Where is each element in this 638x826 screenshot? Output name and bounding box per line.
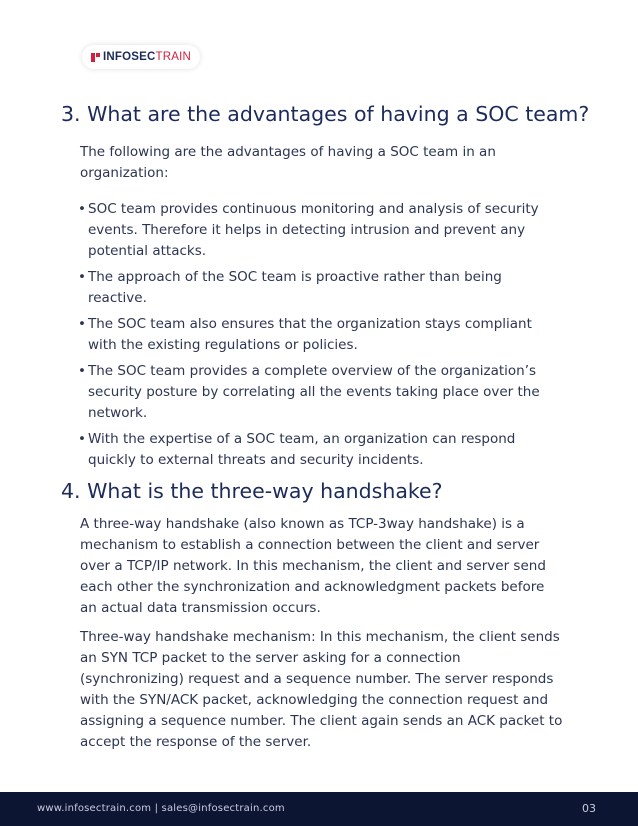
question-3-heading: 3. What are the advantages of having a SOC team? [61,102,590,126]
infosectrain-logo [82,45,200,69]
logo-mark-icon [91,53,100,62]
list-item: • The SOC team also ensures that the organization stays compliant with the existing regulations or policies. [78,314,564,356]
page-footer [0,792,638,826]
question-4-heading: 4. What is the three-way handshake? [61,479,443,503]
page-number: 03 [582,802,596,815]
question-3-intro: The following are the advantages of having a SOC team in an organization: [80,144,496,181]
logo-text-infosec: INFOSEC [102,51,156,63]
list-item: • With the expertise of a SOC team, an organization can respond quickly to external threats and security incidents. [78,429,564,471]
question-4-paragraph-1: A three-way handshake (also known as TCP-3way handshake) is a mechanism to establish a connection between the client and server over a TCP/IP network. In this mechanism, the client and server send each other the synchronization and acknowledgment packets before an actual data transmission occurs. [80,516,546,616]
list-item: • The SOC team provides a complete overview of the organization’s security posture by correlating all the events taking place over the network. [78,361,564,424]
list-item: • The approach of the SOC team is proactive rather than being reactive. [78,267,564,309]
question-4-paragraph-2: Three-way handshake mechanism: In this mechanism, the client sends an SYN TCP packet to the server asking for a connection (synchronizing) request and a sequence number. The server responds with the SYN/ACK packet, acknowledging the connection request and assigning a sequence number. The client again sends an ACK packet to accept the response of the server. [80,629,563,750]
logo-text-train: TRAIN [155,51,191,63]
footer-contact: www.infosectrain.com | sales@infosectrain.com [37,803,285,814]
advantages-list [78,199,564,476]
list-item: • SOC team provides continuous monitoring and analysis of security events. Therefore it helps in detecting intrusion and prevent any potential attacks. [78,199,564,262]
